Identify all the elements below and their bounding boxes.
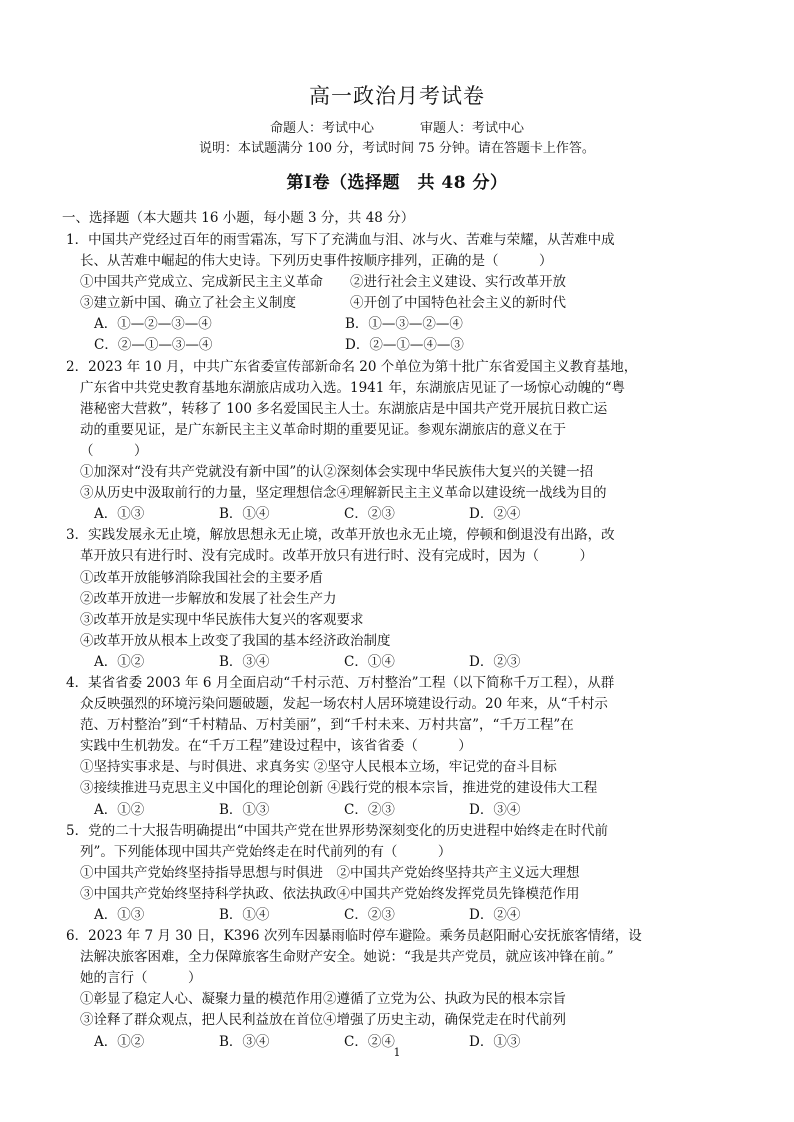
question-stem: 1．中国共产党经过百年的雨雪霜冻，写下了充满血与泪、冰与火、苦难与荣耀，从苦难中成: [66, 232, 615, 248]
answer-choice: B．③④: [219, 653, 270, 670]
question-stem-continued: 法解决旅客困难，全力保障旅客生命财产安全。她说：“我是共产党员，就应该冲锋在前。”: [80, 949, 614, 966]
question-statement: ③诠释了群众观点，把人民利益放在首位④增强了历史主动，确保党走在时代前列: [80, 1012, 566, 1029]
question-5: [66, 821, 746, 926]
question-statement: ③从历史中汲取前行的力量，坚定理想信念④理解新民主主义革命以建设统一战线为目的: [80, 485, 607, 502]
answer-choice: C．①④: [344, 653, 395, 670]
answer-choices-row: [66, 905, 746, 926]
question-statement: ②改革开放进一步解放和发展了社会生产力: [80, 590, 337, 607]
reviewer-label: 审题人：考试中心: [420, 121, 525, 136]
question-stem-continued: 实践中生机勃发。在“千万工程”建设过程中，该省省委（ ）: [80, 738, 472, 755]
question-stem-continued: 列”。下列能体现中国共产党始终走在时代前列的有（ ）: [80, 843, 452, 860]
answer-choice: A．①②: [94, 801, 145, 818]
question-stem: 4．某省省委 2003 年 6 月全面启动“千村示范、万村整治”工程（以下简称千万工程），从群: [66, 674, 615, 691]
setter-label: 命题人：考试中心: [269, 121, 374, 136]
answer-choice: A．①②: [94, 1033, 145, 1050]
answer-choice: D．①③: [469, 1033, 521, 1050]
question-6: [66, 926, 746, 1053]
answer-choice: C．②④: [344, 1033, 395, 1050]
answer-choices-row: [66, 800, 746, 821]
question-stem: 5．党的二十大报告明确提出“中国共产党在世界形势深刻变化的历史进程中始终走在时代前: [66, 822, 608, 839]
question-4: [66, 673, 746, 821]
question-statement: ③改革开放是实现中华民族伟大复兴的客观要求: [80, 611, 364, 628]
exam-instructions: 说明：本试题满分 100 分，考试时间 75 分钟。请在答题卡上作答。: [199, 141, 595, 156]
question-stem-continued: 长、从苦难中崛起的伟大史诗。下列历史事件按顺序排列，正确的是（ ）: [80, 253, 553, 270]
answer-choice: D．②③: [469, 653, 521, 670]
answer-choice: D．②④: [469, 506, 521, 523]
question-stem: 2．2023 年 10 月，中共广东省委宣传部新命名 20 个单位为第十批广东省爱国主义教育基地，: [66, 358, 638, 375]
question-statement: ①彰显了稳定人心、凝聚力量的模范作用②遵循了立党为公、执政为民的根本宗旨: [80, 991, 566, 1008]
answer-choice: D．②④: [469, 907, 521, 923]
question-stem: 3．实践发展永无止境，解放思想永无止境，改革开放也永无止境，停顿和倒退没有出路，改: [66, 527, 615, 544]
question-statement: ③中国共产党始终坚持科学执政、依法执政④中国共产党始终发挥党员先锋模范作用: [80, 885, 580, 902]
question-stem-continued: 范、万村整治”到“千村精品、万村美丽”，到“千村未来、万村共富”，“千万工程”在: [80, 717, 574, 734]
question-statement: ①中国共产党始终坚持指导思想与时俱进 ②中国共产党始终坚持共产主义远大理想: [80, 864, 580, 881]
answer-choice: A．①②: [94, 653, 145, 670]
answer-choice: D．③④: [469, 801, 521, 818]
question-list: [66, 230, 746, 1053]
question-statement: ④改革开放从根本上改变了我国的基本经济政治制度: [80, 632, 391, 649]
question-statement: ③接续推进马克思主义中国化的理论创新 ④践行党的根本宗旨，推进党的建设伟大工程: [80, 780, 598, 797]
answer-choice: C．②—①—③—④: [94, 337, 213, 354]
answer-choice: A．①③: [94, 506, 145, 523]
question-stem-continued: 她的言行（ ）: [80, 970, 202, 987]
part-title: 第Ⅰ卷（选择题 共 48 分）: [286, 173, 508, 193]
answer-choice: C．②③: [344, 801, 395, 818]
answer-choice: B．①④: [219, 506, 270, 523]
answer-choice: A．①—②—③—④: [94, 316, 212, 333]
question-stem: 6．2023 年 7 月 30 日，K396 次列车因暴雨临时停车避险。乘务员赵阳耐心安抚旅客情绪，设: [66, 928, 642, 945]
question-stem-continued: 众反映强烈的环境污染问题破题，发起一场农村人居环境建设行动。20 年来，从“千村示: [80, 696, 608, 713]
answer-choice: B．①—③—②—④: [345, 316, 463, 333]
exam-title: 高一政治月考试卷: [309, 84, 485, 108]
answer-choice: A．①③: [94, 907, 145, 923]
page-number: 1: [393, 1046, 401, 1059]
answer-choices-row: [66, 335, 746, 356]
exam-authors: [0, 117, 794, 136]
section-title: 一、选择题（本大题共 16 小题，每小题 3 分，共 48 分）: [62, 210, 415, 226]
question-statement: ①改革开放能够消除我国社会的主要矛盾: [80, 569, 323, 586]
answer-choice: B．①③: [219, 801, 270, 818]
answer-choice: B．①④: [219, 907, 270, 923]
question-stem-continued: 广东省中共党史教育基地东湖旅店成功入选。1941 年，东湖旅店见证了一场惊心动魄的“粤: [80, 379, 626, 396]
question-statement: ①坚持实事求是、与时俱进、求真务实 ②坚守人民根本立场，牢记党的奋斗目标: [80, 759, 557, 776]
question-stem-continued: 动的重要见证，是广东新民主主义革命时期的重要见证。参观东湖旅店的意义在于: [80, 421, 566, 438]
question-statement: ③建立新中国、确立了社会主义制度 ④开创了中国特色社会主义的新时代: [80, 295, 566, 312]
answer-choice: B．③④: [219, 1033, 270, 1050]
answer-choice: C．②③: [344, 506, 395, 523]
question-stem-continued: （ ）: [80, 442, 148, 459]
question-1: [66, 230, 746, 357]
answer-choice: C．②③: [344, 907, 395, 923]
answer-choice: D．②—①—④—③: [345, 337, 464, 354]
question-stem-continued: 港秘密大营救”，转移了 100 多名爱国民主人士。东湖旅店是中国共产党开展抗日救亡运: [80, 400, 608, 417]
answer-choices-row: [66, 652, 746, 673]
question-2: [66, 357, 746, 526]
answer-choices-row: [66, 504, 746, 525]
question-3: [66, 525, 746, 673]
question-stem-continued: 革开放只有进行时、没有完成时。改革开放只有进行时、没有完成时，因为（ ）: [80, 548, 593, 565]
question-statement: ①中国共产党成立、完成新民主主义革命 ②进行社会主义建设、实行改革开放: [80, 274, 566, 291]
question-statement: ①加深对“没有共产党就没有新中国”的认②深刻体会实现中华民族伟大复兴的关键一招: [80, 464, 594, 481]
answer-choices-row: [66, 314, 746, 335]
